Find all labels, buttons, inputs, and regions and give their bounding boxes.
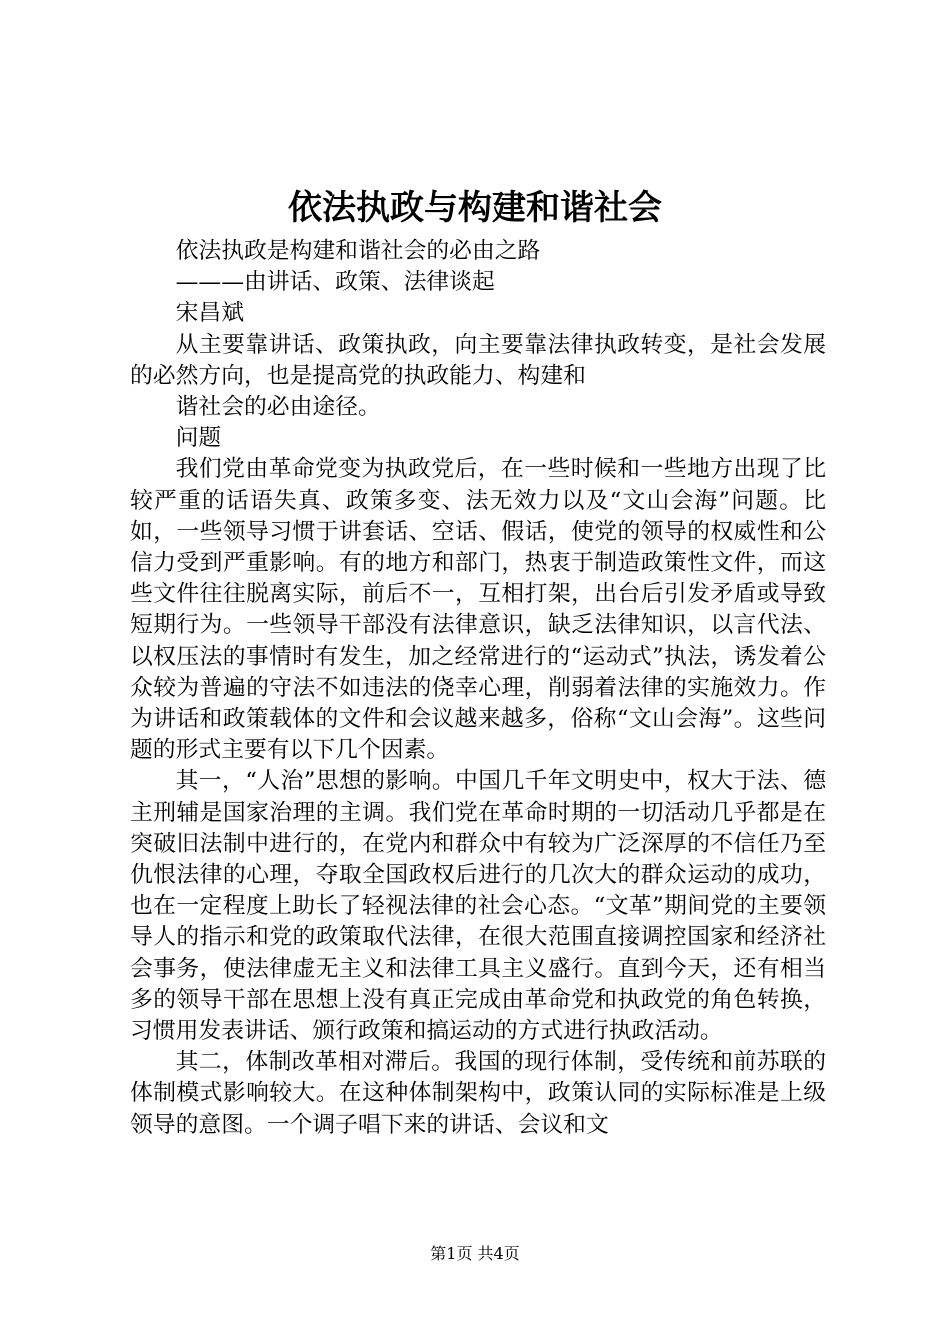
section-heading-problem: 问题 (175, 425, 222, 452)
document-body (130, 236, 826, 1141)
paragraph-factor-one: 其一，“人治”思想的影响。中国几千年文明史中，权大于法、德主刑辅是国家治理的主调。我们党在革命时期的一切活动几乎都是在突破旧法制中进行的，在党内和群众中有较为广泛深厚的不信任乃至仇恨法律的心理，夺取全国政权后进行的几次大的群众运动的成功，也在一定程度上助长了轻视法律的社会心态。“文革”期间党的主要领导人的指示和党的政策取代法律，在很大范围直接调控国家和经济社会事务，使法律虚无主义和法律工具主义盛行。直到今天，还有相当多的领导干部在思想上没有真正完成由革命党和执政党的角色转换，习惯用发表讲话、颁行政策和搞运动的方式进行执政活动。 (130, 768, 826, 1045)
document-author: 宋昌斌 (175, 300, 244, 327)
document-subtitle: 依法执政是构建和谐社会的必由之路 (175, 238, 541, 264)
paragraph-factor-two: 其二，体制改革相对滞后。我国的现行体制，受传统和前苏联的体制模式影响较大。在这种体制架构中，政策认同的实际标准是上级领导的意图。一个调子唱下来的讲话、会议和文 (130, 1049, 826, 1138)
page-number: 第1页 共4页 (430, 1244, 520, 1263)
paragraph-intro-continued: 谐社会的必由途径。 (175, 394, 381, 421)
document-title: 依法执政与构建和谐社会 (288, 188, 662, 228)
paragraph-problem: 我们党由革命党变为执政党后，在一些时候和一些地方出现了比较严重的话语失真、政策多变、法无效力以及“文山会海”问题。比如，一些领导习惯于讲套话、空话、假话，使党的领导的权威性和公信力受到严重影响。有的地方和部门，热衷于制造政策性文件，而这些文件往往脱离实际，前后不一，互相打架，出台后引发矛盾或导致短期行为。一些领导干部没有法律意识，缺乏法律知识，以言代法、以权压法的事情时有发生，加之经常进行的“运动式”执法，诱发着公众较为普遍的守法不如违法的侥幸心理，削弱着法律的实施效力。作为讲话和政策载体的文件和会议越来越多，俗称“文山会海”。这些问题的形式主要有以下几个因素。 (130, 456, 826, 764)
paragraph-intro: 从主要靠讲话、政策执政，向主要靠法律执政转变，是社会发展的必然方向，也是提高党的执政能力、构建和 (130, 331, 826, 389)
document-subheading: ———由讲话、政策、法律谈起 (175, 269, 495, 296)
